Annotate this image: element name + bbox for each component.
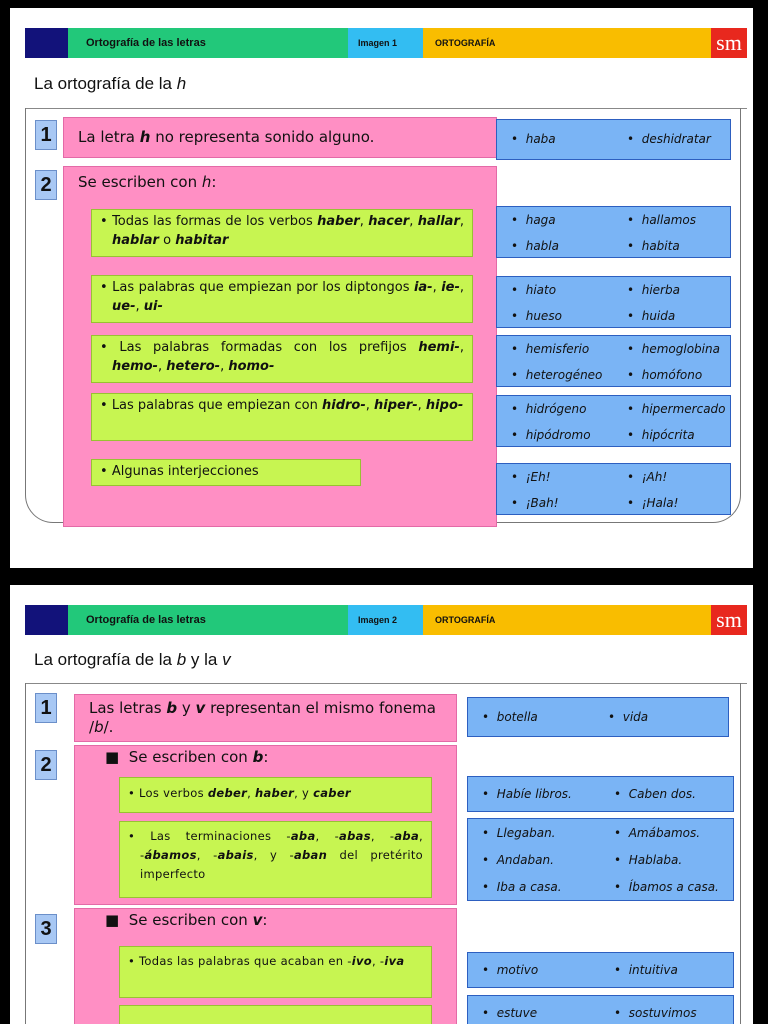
- rule-box: Se escriben con h:: [63, 166, 497, 527]
- slide-title: La ortografía de la h: [34, 74, 187, 93]
- rule-box: ■ Se escriben con v:: [74, 908, 457, 1024]
- header-block: [25, 28, 68, 58]
- examples-box: • haba • deshidratar: [496, 119, 731, 160]
- header-image-label: Imagen 1: [348, 28, 423, 58]
- rule-item: • Las palabras que empiezan por los diptongos ia-, ie-, ue-, ui-: [91, 275, 473, 323]
- sm-logo: sm: [711, 605, 747, 635]
- slide-header: [25, 605, 747, 635]
- rule-number: 1: [35, 120, 57, 150]
- header-block: [25, 605, 68, 635]
- rule-item: [119, 1005, 432, 1024]
- rule-item: • Todas las formas de los verbos haber, hacer, hallar, hablar o habitar: [91, 209, 473, 257]
- examples-box: • hemisferio • hemoglobina • heterogéneo • homófono: [496, 335, 731, 387]
- examples-box: • haga • hallamos • habla • habita: [496, 206, 731, 258]
- rule-number: 2: [35, 750, 57, 780]
- rule-box: Las letras b y v representan el mismo fonema /b/.: [74, 694, 457, 742]
- rule-number: 1: [35, 693, 57, 723]
- slide-1: [10, 8, 753, 568]
- header-image-label: Imagen 2: [348, 605, 423, 635]
- rule-number: 3: [35, 914, 57, 944]
- rule-item: • Las palabras formadas con los prefijos hemi-, hemo-, hetero-, homo-: [91, 335, 473, 383]
- examples-box: • estuve • sostuvimos: [467, 995, 734, 1024]
- rule-item: • Las palabras que empiezan con hidro-, hiper-, hipo-: [91, 393, 473, 441]
- examples-box: • hiato • hierba • hueso • huida: [496, 276, 731, 328]
- header-section: Ortografía de las letras: [68, 28, 348, 58]
- rule-box: La letra h no representa sonido alguno.: [63, 117, 497, 158]
- rule-number: 2: [35, 170, 57, 200]
- header-section: Ortografía de las letras: [68, 605, 348, 635]
- rule-item: • Todas las palabras que acaban en -ivo, -iva: [119, 946, 432, 998]
- examples-box: • hidrógeno • hipermercado • hipódromo • hipócrita: [496, 395, 731, 447]
- slide-title: La ortografía de la b y la v: [34, 650, 231, 669]
- header-category: ORTOGRAFÍA: [423, 28, 711, 58]
- examples-box: • Llegaban. • Amábamos. • Andaban. • Hablaba. • Iba a casa. • Íbamos a casa.: [467, 818, 734, 901]
- slide-2: [10, 585, 753, 1024]
- examples-box: • motivo • intuitiva: [467, 952, 734, 988]
- examples-box: • ¡Eh! • ¡Ah! • ¡Bah! • ¡Hala!: [496, 463, 731, 515]
- header-category: ORTOGRAFÍA: [423, 605, 711, 635]
- examples-box: • botella • vida: [467, 697, 729, 737]
- rule-item: • Los verbos deber, haber, y caber: [119, 777, 432, 813]
- rule-item: • Las terminaciones -aba, -abas, -aba, -ábamos, -abais, y -aban del pretérito imperfecto: [119, 821, 432, 898]
- rule-item: • Algunas interjecciones: [91, 459, 361, 486]
- sm-logo: sm: [711, 28, 747, 58]
- examples-box: • Habíe libros. • Caben dos.: [467, 776, 734, 812]
- slide-header: [25, 28, 747, 58]
- rule-box: ■ Se escriben con b:: [74, 745, 457, 905]
